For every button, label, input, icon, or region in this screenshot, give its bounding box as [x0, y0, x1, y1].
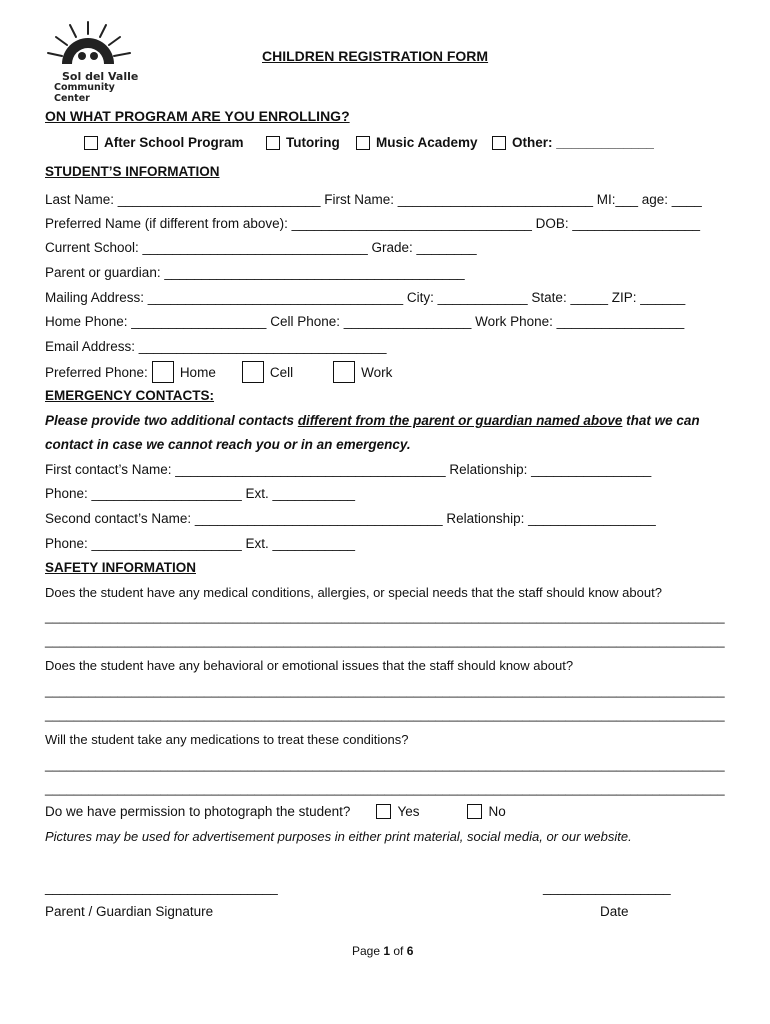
preferred-name-dob-line[interactable]: Preferred Name (if different from above): ________________________________ DOB: _________________	[45, 216, 701, 231]
photo-note: Pictures may be used for advertisement purposes in either print material, social media, or our website.	[45, 829, 632, 844]
signature-line[interactable]: _______________________________	[45, 880, 278, 895]
answer-line[interactable]: ______________________________________________________________________________________________	[45, 683, 725, 698]
option-work: Work	[361, 364, 393, 380]
checkbox-yes[interactable]	[376, 804, 391, 819]
student-heading: STUDENT’S INFORMATION	[45, 164, 220, 179]
date-line[interactable]: _________________	[543, 880, 671, 895]
answer-line[interactable]: ______________________________________________________________________________________________	[45, 707, 725, 722]
first-contact-phone-line[interactable]: Phone: ____________________ Ext. ___________	[45, 486, 356, 501]
option-no: No	[488, 804, 506, 819]
school-grade-line[interactable]: Current School: ______________________________ Grade: ________	[45, 240, 477, 255]
option-home: Home	[179, 364, 216, 380]
program-option-after-school[interactable]: After School Program	[84, 135, 244, 150]
emergency-note-line-2: contact in case we cannot reach you or in an emergency.	[45, 437, 411, 452]
checkbox-no[interactable]	[467, 804, 482, 819]
photo-permission-row	[45, 804, 506, 819]
photo-question: Do we have permission to photograph the student?	[45, 804, 351, 819]
checkbox-cell[interactable]	[242, 361, 264, 383]
option-cell: Cell	[269, 364, 294, 380]
checkbox[interactable]	[492, 136, 506, 150]
emergency-heading: EMERGENCY CONTACTS:	[45, 388, 215, 403]
question-medical: Does the student have any medical conditions, allergies, or special needs that the staff should know about?	[45, 585, 662, 600]
logo-line-1: Sol del Valle	[62, 70, 139, 83]
answer-line[interactable]: ______________________________________________________________________________________________	[45, 633, 725, 648]
phones-line[interactable]: Home Phone: __________________ Cell Phone: _________________ Work Phone: _________________	[45, 314, 685, 329]
checkbox-work[interactable]	[333, 361, 355, 383]
mailing-address-line[interactable]: Mailing Address: __________________________________ City: ____________ State: _____ ZIP: ______	[45, 290, 686, 305]
program-heading: ON WHAT PROGRAM ARE YOU ENROLLING?	[45, 108, 350, 124]
preferred-phone-row	[45, 361, 392, 383]
program-option-other[interactable]: Other: _____________	[492, 135, 654, 150]
page-number: Page 1 of 6	[352, 944, 414, 958]
checkbox[interactable]	[84, 136, 98, 150]
question-medications: Will the student take any medications to treat these conditions?	[45, 732, 409, 747]
logo-line-2: Community Center	[54, 82, 115, 104]
checkbox[interactable]	[266, 136, 280, 150]
email-line[interactable]: Email Address: _________________________________	[45, 339, 387, 354]
parent-guardian-line[interactable]: Parent or guardian: ________________________________________	[45, 265, 465, 280]
checkbox-home[interactable]	[152, 361, 174, 383]
safety-heading: SAFETY INFORMATION	[45, 560, 196, 575]
logo	[40, 20, 145, 104]
answer-line[interactable]: ______________________________________________________________________________________________	[45, 609, 725, 624]
signature-label: Parent / Guardian Signature	[45, 904, 214, 919]
emergency-note-line-1: Please provide two additional contacts different from the parent or guardian named above that we can	[45, 413, 700, 428]
second-contact-phone-line[interactable]: Phone: ____________________ Ext. ___________	[45, 536, 356, 551]
preferred-phone-label: Preferred Phone:	[45, 364, 148, 380]
sun-logo-icon	[40, 20, 145, 68]
form-title: CHILDREN REGISTRATION FORM	[262, 48, 489, 64]
student-name-line[interactable]: Last Name: ___________________________ First Name: __________________________ MI:___ age: ____	[45, 192, 702, 207]
second-contact-line[interactable]: Second contact’s Name: _________________________________ Relationship: _________________	[45, 511, 656, 526]
answer-line[interactable]: ______________________________________________________________________________________________	[45, 757, 725, 772]
first-contact-line[interactable]: First contact’s Name: ____________________________________ Relationship: ________________	[45, 462, 652, 477]
checkbox[interactable]	[356, 136, 370, 150]
answer-line[interactable]: ______________________________________________________________________________________________	[45, 781, 725, 796]
option-yes: Yes	[397, 804, 420, 819]
program-option-music-academy[interactable]: Music Academy	[356, 135, 478, 150]
program-option-tutoring[interactable]: Tutoring	[266, 135, 340, 150]
date-label: Date	[600, 904, 629, 919]
question-behavioral: Does the student have any behavioral or emotional issues that the staff should know about?	[45, 658, 574, 673]
